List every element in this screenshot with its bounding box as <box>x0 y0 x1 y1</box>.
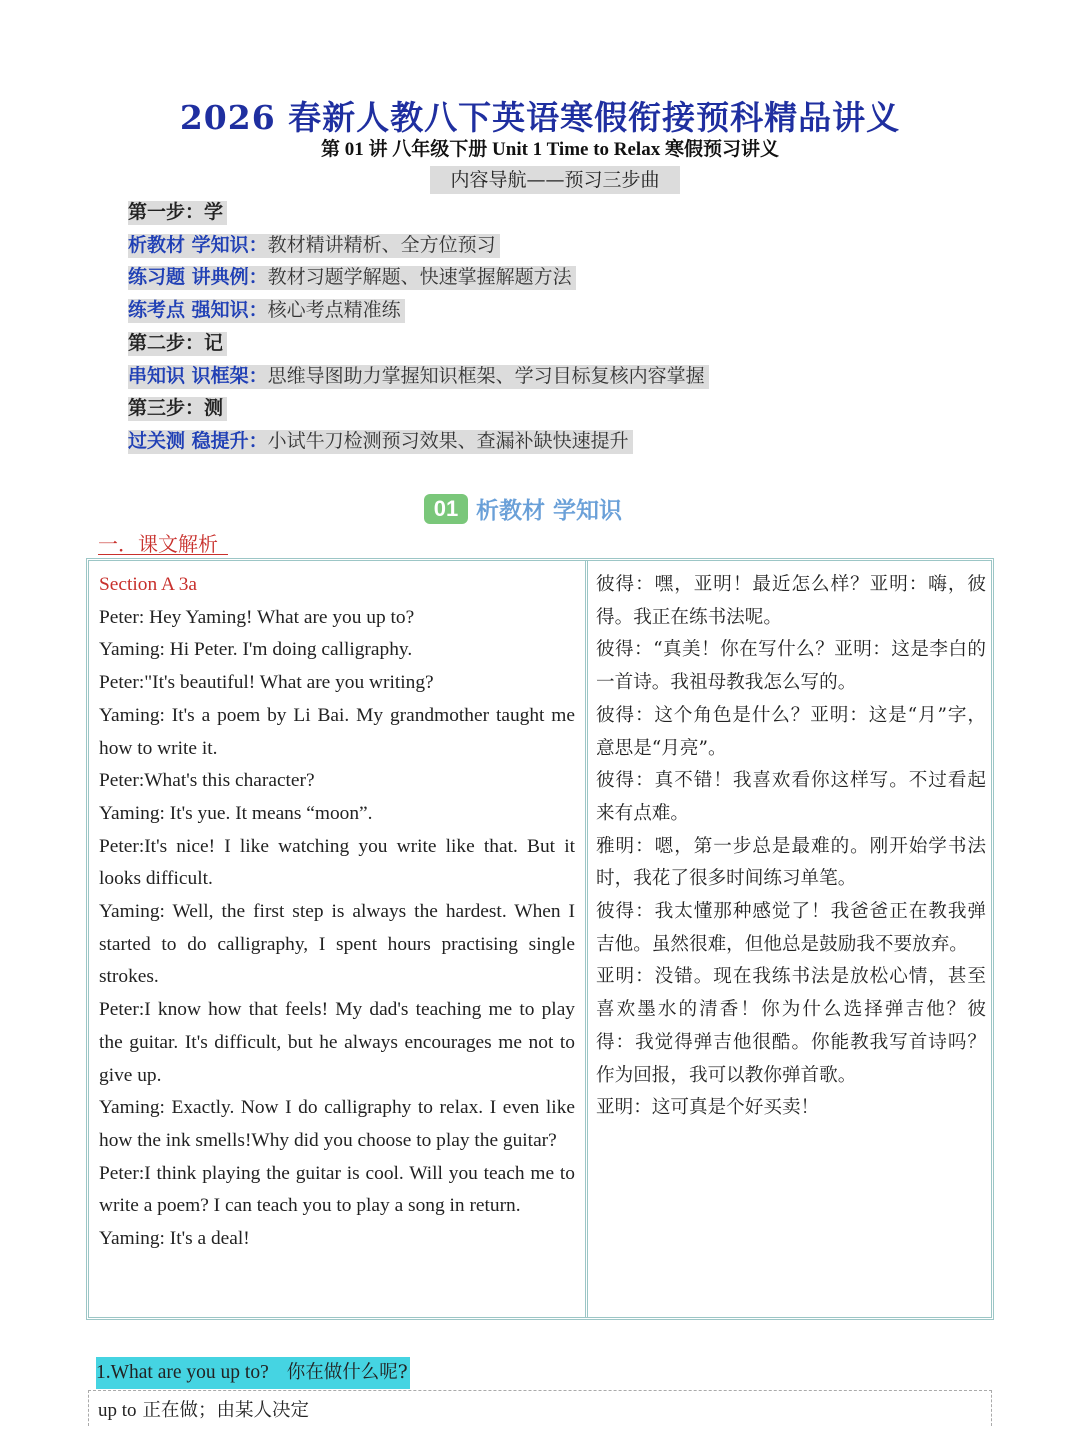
nav-item-row <box>128 362 709 390</box>
nav-item-desc: 教材精讲精析、全方位预习 <box>267 233 496 256</box>
nav-step-label: 第三步：测 <box>128 397 227 421</box>
document-subtitle: 第 01 讲 八年级下册 Unit 1 Time to Relax 寒假预习讲义 <box>321 139 779 160</box>
english-dialogue-line: Peter: Hey Yaming! What are you up to? <box>99 606 415 628</box>
language-point-note <box>98 1396 309 1422</box>
section-banner <box>424 492 622 526</box>
nav-item <box>128 266 576 290</box>
english-dialogue-line: Yaming: It's yue. It means “moon”. <box>99 802 373 824</box>
nav-step-row <box>128 329 227 357</box>
section-heading-underline <box>98 554 228 555</box>
chinese-translation-line: 彼得：这个角色是什么？亚明：这是“月”字，意思是“月亮”。 <box>596 704 986 759</box>
chinese-translation-line: 彼得：嘿，亚明！最近怎么样？亚明：嗨，彼得。我正在练书法呢。 <box>596 574 986 628</box>
english-column <box>99 569 575 1256</box>
english-dialogue-line: Yaming: Well, the first step is always the hardest. When I started to do calligraphy, I spent hours practising single strokes. <box>99 901 575 988</box>
nav-item-key: 析教材 学知识： <box>128 233 268 256</box>
nav-step-row <box>128 394 227 422</box>
point-title-zh: 你在做什么呢? <box>286 1362 408 1383</box>
chinese-translation-line: 雅明：嗯，第一步总是最难的。刚开始学书法时，我花了很多时间练习单笔。 <box>596 835 986 890</box>
point-note-zh: 正在做；由某人决定 <box>142 1400 310 1421</box>
chinese-translation-line: 彼得：我太懂那种感觉了！我爸爸正在教我弹吉他。虽然很难，但他总是鼓励我不要放弃。 <box>596 901 986 955</box>
nav-item-row <box>128 427 633 455</box>
chinese-translation-line: 彼得：“真美！你在写什么？亚明：这是李白的一首诗。我祖母教我怎么写的。 <box>596 639 986 694</box>
english-dialogue-line: Yaming: It's a deal! <box>99 1228 250 1250</box>
english-dialogue-line: Peter:What's this character? <box>99 770 315 792</box>
nav-item-row <box>128 296 405 324</box>
banner-number-badge: 01 <box>424 494 468 524</box>
nav-item <box>128 430 633 454</box>
english-dialogue-line: Peter:It's nice! I like watching you write like that. But it looks difficult. <box>99 835 575 890</box>
nav-item <box>128 299 405 323</box>
nav-item-key: 练习题 讲典例： <box>128 266 268 289</box>
chinese-column <box>596 569 986 1125</box>
english-dialogue-line: Yaming: Hi Peter. I'm doing calligraphy. <box>99 639 413 661</box>
nav-step-label: 第二步：记 <box>128 332 227 356</box>
english-dialogue-line: Peter:I think playing the guitar is cool. Will you teach me to write a poem? I can teach you to play a song in return. <box>99 1162 575 1217</box>
passage-table <box>86 558 994 1320</box>
english-dialogue-line: Yaming: Exactly. Now I do calligraphy to relax. I even like how the ink smells!Why did you choose to play the guitar? <box>99 1097 575 1151</box>
english-dialogue-line: Peter:"It's beautiful! What are you writing? <box>99 672 434 694</box>
nav-step-label: 第一步：学 <box>128 201 227 225</box>
chinese-translation-line: 亚明：没错。现在我练书法是放松心情，甚至喜欢墨水的清香！你为什么选择弹吉他？彼得：我觉得弹吉他很酷。你能教我写首诗吗？作为回报，我可以教你弹首歌。 <box>596 966 986 1086</box>
nav-item-desc: 核心考点精准练 <box>267 299 401 322</box>
nav-item-key: 过关测 稳提升： <box>128 429 268 452</box>
section-heading: 一．课文解析 <box>98 532 218 556</box>
nav-step-row <box>128 198 227 226</box>
nav-item <box>128 234 500 258</box>
nav-item <box>128 365 709 389</box>
point-title-en: 1.What are you up to? <box>96 1362 269 1383</box>
banner-text: 析教材 学知识 <box>476 498 623 524</box>
column-divider <box>585 561 588 1317</box>
point-note-en: up to <box>98 1400 137 1421</box>
document-title: 2026 春新人教八下英语寒假衔接预科精品讲义 <box>179 98 901 137</box>
nav-item-key: 串知识 识框架： <box>128 364 268 387</box>
content-nav-title: 内容导航——预习三步曲 <box>430 166 680 194</box>
nav-item-desc: 小试牛刀检测预习效果、查漏补缺快速提升 <box>267 429 629 452</box>
english-dialogue-line: Peter:I know how that feels! My dad's teaching me to play the guitar. It's difficult, but he always encourages me not to give up. <box>99 999 575 1086</box>
language-point-title <box>96 1357 410 1389</box>
english-dialogue-line: Yaming: It's a poem by Li Bai. My grandmother taught me how to write it. <box>99 704 575 759</box>
nav-item-key: 练考点 强知识： <box>128 299 268 322</box>
chinese-translation-line: 亚明：这可真是个好买卖！ <box>596 1097 820 1119</box>
nav-item-row <box>128 263 576 291</box>
nav-item-row <box>128 231 500 259</box>
nav-item-desc: 思维导图助力掌握知识框架、学习目标复核内容掌握 <box>267 364 705 387</box>
nav-item-desc: 教材习题学解题、快速掌握解题方法 <box>267 266 572 289</box>
chinese-translation-line: 彼得：真不错！我喜欢看你这样写。不过看起来有点难。 <box>596 770 986 824</box>
section-label: Section A 3a <box>99 574 198 595</box>
